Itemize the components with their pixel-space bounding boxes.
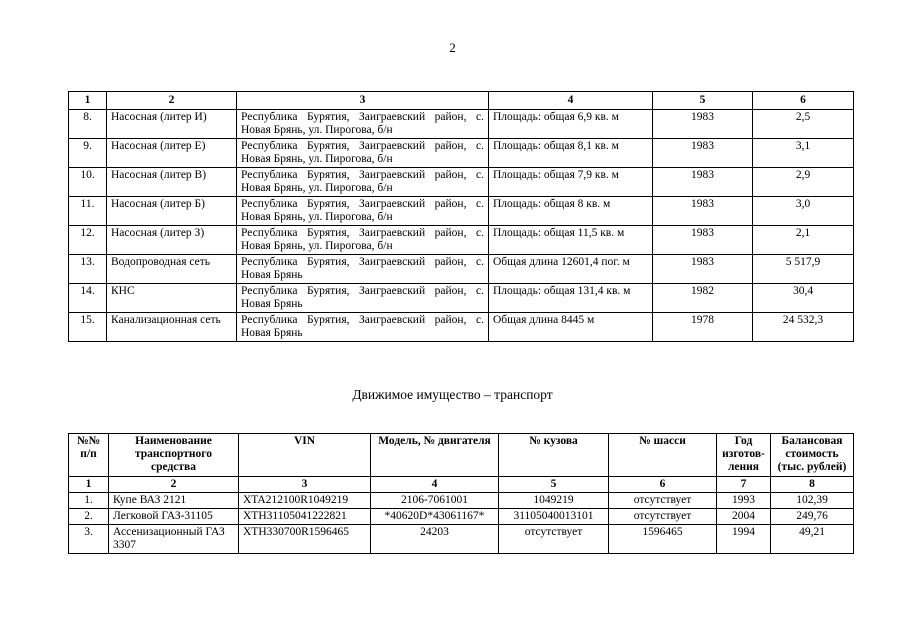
value-cell: 2,1 [753, 226, 854, 255]
address-cell: Республика Бурятия, Заиграевский район, с. Новая Брянь, ул. Пирогова, б/н [237, 168, 489, 197]
column-header: Балансовая стоимость (тыс. рублей) [771, 434, 854, 477]
model-cell: *40620D*43061167* [371, 509, 499, 525]
object-name-cell: Канализационная сеть [107, 313, 237, 342]
column-header: Год изготов-ления [717, 434, 771, 477]
description-cell: Площадь: общая 7,9 кв. м [489, 168, 653, 197]
column-number: 3 [239, 477, 371, 493]
value-cell: 24 532,3 [753, 313, 854, 342]
row-number-cell: 14. [69, 284, 107, 313]
table-row [69, 255, 854, 284]
chassis-number-cell: отсутствует [609, 493, 717, 509]
vehicle-name-cell: Легковой ГАЗ-31105 [109, 509, 239, 525]
model-cell: 24203 [371, 525, 499, 554]
column-header: 6 [753, 92, 854, 110]
column-header: 1 [69, 92, 107, 110]
table-row [69, 197, 854, 226]
value-cell: 49,21 [771, 525, 854, 554]
table-header-row [69, 92, 854, 110]
row-number-cell: 13. [69, 255, 107, 284]
column-number: 5 [499, 477, 609, 493]
body-number-cell: 31105040013101 [499, 509, 609, 525]
row-number-cell: 12. [69, 226, 107, 255]
description-cell: Площадь: общая 8 кв. м [489, 197, 653, 226]
row-number-cell: 11. [69, 197, 107, 226]
value-cell: 3,1 [753, 139, 854, 168]
object-name-cell: Водопроводная сеть [107, 255, 237, 284]
address-cell: Республика Бурятия, Заиграевский район, с. Новая Брянь, ул. Пирогова, б/н [237, 197, 489, 226]
year-cell: 1983 [653, 139, 753, 168]
column-header: № шасси [609, 434, 717, 477]
year-cell: 2004 [717, 509, 771, 525]
column-header: 2 [107, 92, 237, 110]
year-cell: 1983 [653, 197, 753, 226]
address-cell: Республика Бурятия, Заиграевский район, с. Новая Брянь [237, 255, 489, 284]
page-number: 2 [449, 40, 456, 55]
table-row [69, 509, 854, 525]
column-header: VIN [239, 434, 371, 477]
vin-cell: XTH330700R1596465 [239, 525, 371, 554]
column-header: №№ п/п [69, 434, 109, 477]
year-cell: 1983 [653, 110, 753, 139]
column-number-row [69, 477, 854, 493]
table-row [69, 168, 854, 197]
table-row [69, 313, 854, 342]
row-number-cell: 10. [69, 168, 107, 197]
year-cell: 1978 [653, 313, 753, 342]
chassis-number-cell: отсутствует [609, 509, 717, 525]
description-cell: Общая длина 12601,4 пог. м [489, 255, 653, 284]
column-number: 6 [609, 477, 717, 493]
column-number: 7 [717, 477, 771, 493]
table-row [69, 493, 854, 509]
model-cell: 2106-7061001 [371, 493, 499, 509]
table-row [69, 525, 854, 554]
description-cell: Площадь: общая 11,5 кв. м [489, 226, 653, 255]
table-row [69, 139, 854, 168]
column-header: Наименование транспортного средства [109, 434, 239, 477]
value-cell: 30,4 [753, 284, 854, 313]
address-cell: Республика Бурятия, Заиграевский район, с. Новая Брянь, ул. Пирогова, б/н [237, 226, 489, 255]
description-cell: Площадь: общая 131,4 кв. м [489, 284, 653, 313]
row-number-cell: 1. [69, 493, 109, 509]
object-name-cell: Насосная (литер В) [107, 168, 237, 197]
table-row [69, 110, 854, 139]
column-number: 1 [69, 477, 109, 493]
vehicle-name-cell: Купе ВАЗ 2121 [109, 493, 239, 509]
chassis-number-cell: 1596465 [609, 525, 717, 554]
description-cell: Площадь: общая 8,1 кв. м [489, 139, 653, 168]
object-name-cell: Насосная (литер Б) [107, 197, 237, 226]
value-cell: 3,0 [753, 197, 854, 226]
object-name-cell: Насосная (литер З) [107, 226, 237, 255]
year-cell: 1983 [653, 168, 753, 197]
row-number-cell: 3. [69, 525, 109, 554]
year-cell: 1982 [653, 284, 753, 313]
description-cell: Общая длина 8445 м [489, 313, 653, 342]
year-cell: 1994 [717, 525, 771, 554]
vin-cell: XTA212100R1049219 [239, 493, 371, 509]
address-cell: Республика Бурятия, Заиграевский район, с. Новая Брянь, ул. Пирогова, б/н [237, 139, 489, 168]
column-header: 4 [489, 92, 653, 110]
value-cell: 5 517,9 [753, 255, 854, 284]
row-number-cell: 15. [69, 313, 107, 342]
vehicle-name-cell: Ассенизационный ГАЗ 3307 [109, 525, 239, 554]
column-header: 5 [653, 92, 753, 110]
row-number-cell: 2. [69, 509, 109, 525]
object-name-cell: КНС [107, 284, 237, 313]
row-number-cell: 9. [69, 139, 107, 168]
column-header: № кузова [499, 434, 609, 477]
value-cell: 2,9 [753, 168, 854, 197]
description-cell: Площадь: общая 6,9 кв. м [489, 110, 653, 139]
body-number-cell: отсутствует [499, 525, 609, 554]
address-cell: Республика Бурятия, Заиграевский район, с. Новая Брянь [237, 313, 489, 342]
year-cell: 1993 [717, 493, 771, 509]
body-number-cell: 1049219 [499, 493, 609, 509]
value-cell: 2,5 [753, 110, 854, 139]
vin-cell: XTH31105041222821 [239, 509, 371, 525]
table-header-row [69, 434, 854, 477]
object-name-cell: Насосная (литер Е) [107, 139, 237, 168]
column-number: 8 [771, 477, 854, 493]
table-row [69, 284, 854, 313]
year-cell: 1983 [653, 255, 753, 284]
table-row [69, 226, 854, 255]
year-cell: 1983 [653, 226, 753, 255]
column-header: 3 [237, 92, 489, 110]
value-cell: 249,76 [771, 509, 854, 525]
object-name-cell: Насосная (литер И) [107, 110, 237, 139]
transport-table [68, 433, 854, 554]
row-number-cell: 8. [69, 110, 107, 139]
column-number: 4 [371, 477, 499, 493]
section-title: Движимое имущество – транспорт [352, 387, 553, 402]
address-cell: Республика Бурятия, Заиграевский район, с. Новая Брянь, ул. Пирогова, б/н [237, 110, 489, 139]
property-table [68, 91, 854, 342]
address-cell: Республика Бурятия, Заиграевский район, с. Новая Брянь [237, 284, 489, 313]
value-cell: 102,39 [771, 493, 854, 509]
column-number: 2 [109, 477, 239, 493]
column-header: Модель, № двигателя [371, 434, 499, 477]
